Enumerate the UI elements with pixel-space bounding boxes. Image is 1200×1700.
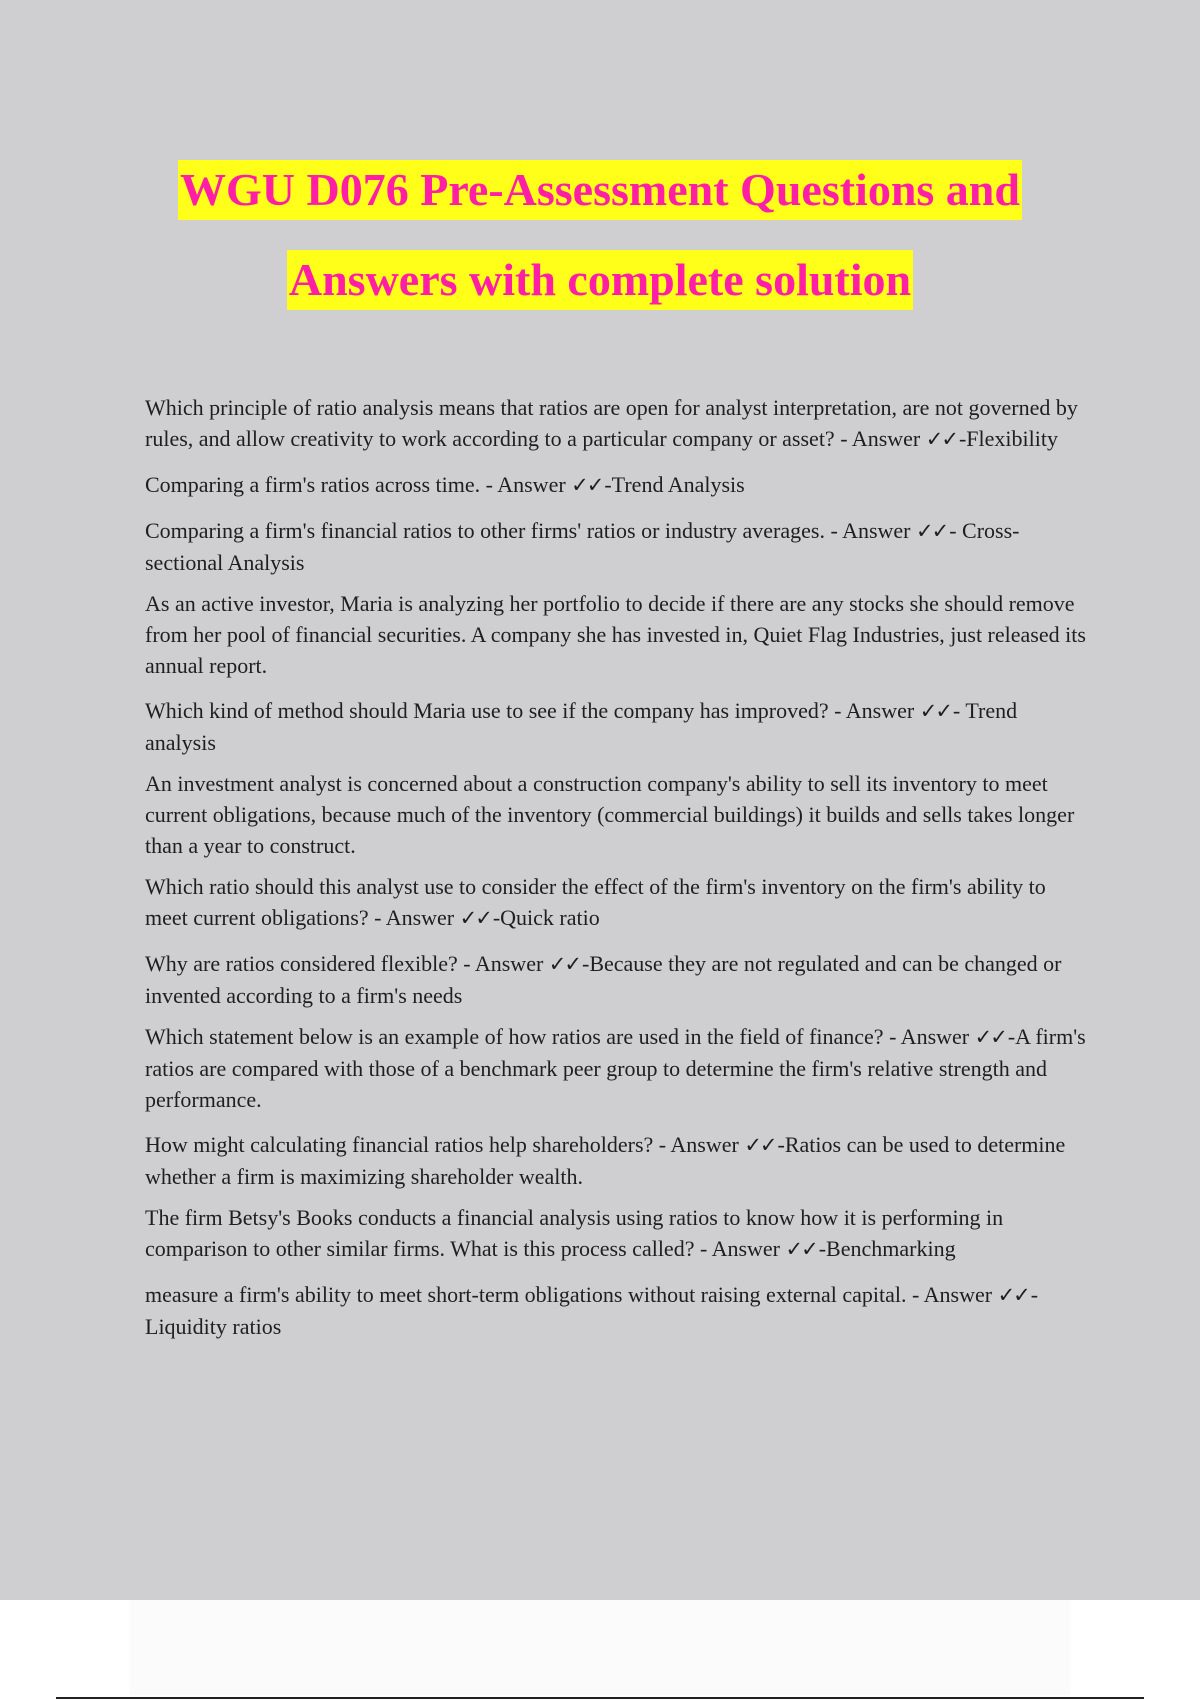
qa-item [145,392,1090,455]
double-check-icon: ✓✓ [974,1025,1006,1049]
question-answer-list [145,392,1090,1356]
qa-item [145,515,1090,578]
question-text: Which statement below is an example of how ratios are used in the field of finance? - Answer [145,1024,975,1049]
double-check-icon: ✓✓ [571,473,603,497]
question-text: Which ratio should this analyst use to consider the effect of the firm's inventory on the firm's ability to meet current obligations? - Answer [145,874,1046,930]
answer-text: -Because they are not regulated and can be changed or invented according to a firm's needs [145,951,1062,1008]
title-line-1: WGU D076 Pre-Assessment Questions and [178,160,1022,220]
double-check-icon: ✓✓ [916,519,948,543]
page-title [0,160,1200,310]
next-page-preview [130,1600,1070,1695]
answer-text: -A firm's ratios are compared with those of a benchmark peer group to determine the firm's relative strength and performance. [145,1024,1086,1112]
scenario-paragraph: An investment analyst is concerned about a construction company's ability to sell its inventory to meet current obligations, because much of the inventory (commercial buildings) it builds and sells takes longer than a year to construct. [145,771,1075,858]
answer-text: -Ratios can be used to determine whether a firm is maximizing shareholder wealth. [145,1132,1066,1189]
double-check-icon: ✓✓ [744,1133,776,1157]
question-text: Why are ratios considered flexible? - Answer [145,951,549,976]
double-check-icon: ✓✓ [925,427,957,451]
qa-item [145,871,1090,934]
double-check-icon: ✓✓ [997,1283,1029,1307]
question-text: Comparing a firm's financial ratios to other firms' ratios or industry averages. - Answer [145,518,917,543]
question-text: The firm Betsy's Books conducts a financial analysis using ratios to know how it is performing in comparison to other similar firms. What is this process called? - Answer [145,1205,1004,1261]
scenario-paragraph: As an active investor, Maria is analyzing her portfolio to decide if there are any stocks she should remove from her pool of financial securities. A company she has invested in, Quiet Flag Industries, just released its annual report. [145,591,1086,678]
answer-text: - Cross-sectional Analysis [145,518,1020,575]
question-text: How might calculating financial ratios help shareholders? - Answer [145,1132,745,1157]
answer-text: -Flexibility [958,426,1058,451]
title-line-2: Answers with complete solution [287,250,913,310]
answer-text: - Trend analysis [145,698,1018,755]
answer-text: -Liquidity ratios [145,1282,1039,1339]
answer-text: -Trend Analysis [604,472,745,497]
qa-item [145,948,1090,1011]
double-check-icon: ✓✓ [459,906,491,930]
qa-item [145,1021,1090,1115]
question-text: measure a firm's ability to meet short-term obligations without raising external capital. - Answer [145,1282,998,1307]
qa-item [145,1279,1090,1342]
double-check-icon: ✓✓ [919,699,951,723]
question-text: Which kind of method should Maria use to see if the company has improved? - Answer [145,698,920,723]
answer-text: -Quick ratio [492,905,600,930]
double-check-icon: ✓✓ [548,952,580,976]
qa-item [145,1202,1090,1265]
answer-text: -Benchmarking [818,1236,956,1261]
question-text: Which principle of ratio analysis means that ratios are open for analyst interpretation, are not governed by rules, and allow creativity to work according to a particular company or asset? - Answer [145,395,1078,451]
qa-item [145,695,1090,758]
qa-item [145,1129,1090,1192]
double-check-icon: ✓✓ [785,1237,817,1261]
page-divider [56,1697,1144,1699]
qa-item [145,469,1090,501]
question-text: Comparing a firm's ratios across time. - Answer [145,472,572,497]
